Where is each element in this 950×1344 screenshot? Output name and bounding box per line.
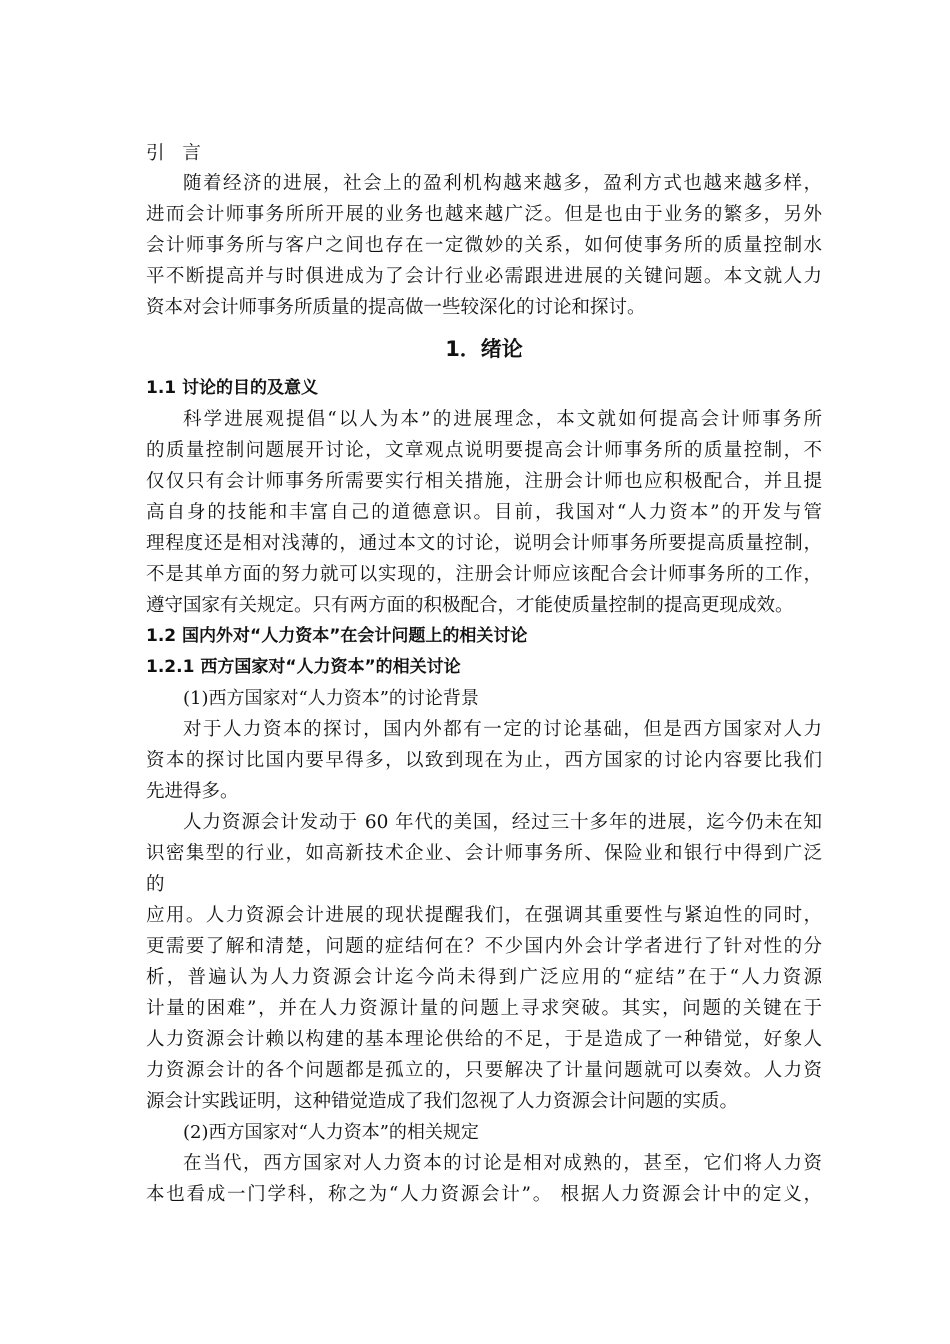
- text-line: 计量的困难”，并在人力资源计量的问题上寻求突破。其实，问题的关键在于: [146, 998, 822, 1019]
- text-line: 理程度还是相对浅薄的，通过本文的讨论，说明会计师事务所要提高质量控制，: [146, 533, 822, 554]
- section-title-1-2: 1.2 国内外对“人力资本”在会计问题上的相关讨论: [146, 626, 528, 646]
- text-line: 识密集型的行业，如高新技术企业、会计师事务所、保险业和银行中得到广泛: [146, 843, 822, 864]
- text-line: 人力资源会计赖以构建的基本理论供给的不足，于是造成了一种错觉，好象人: [146, 1029, 822, 1050]
- text-line: 不是其单方面的努力就可以实现的，注册会计师应该配合会计师事务所的工作，: [146, 564, 822, 585]
- text-line: 资本的探讨比国内要早得多，以致到现在为止，西方国家的讨论内容要比我们: [146, 750, 822, 771]
- section-title-1-2-1: 1.2.1 西方国家对“人力资本”的相关讨论: [146, 657, 461, 677]
- text-line: 先进得多。: [146, 781, 239, 802]
- text-line: 遵守国家有关规定。只有两方面的积极配合，才能使质量控制的提高更现成效。: [146, 595, 794, 616]
- paragraph-regulations: [146, 1148, 822, 1210]
- text-line: 析，普遍认为人力资源会计迄今尚未得到广泛应用的“症结”在于“人力资源: [146, 967, 822, 988]
- text-line: 仅仅只有会计师事务所需要实行相关措施，注册会计师也应积极配合，并且提: [146, 471, 822, 492]
- text-line: 本也看成一门学科，称之为“人力资源会计”。 根据人力资源会计中的定义，: [146, 1184, 822, 1205]
- paragraph-hr-accounting-status: [146, 900, 822, 1117]
- document-body: [146, 140, 822, 1210]
- text-line: 进而会计师事务所所开展的业务也越来越广泛。但是也由于业务的繁多，另外: [146, 204, 822, 225]
- text-line: 应用。人力资源会计进展的现状提醒我们，在强调其重要性与紧迫性的同时，: [146, 905, 822, 926]
- subheading-background: (1)西方国家对“人力资本”的讨论背景: [183, 688, 479, 709]
- text-line: 的: [146, 874, 165, 895]
- text-line: 更需要了解和清楚，问题的症结何在？不少国内外会计学者进行了针对性的分: [146, 936, 822, 957]
- text-line: 对于人力资本的探讨，国内外都有一定的讨论基础，但是西方国家对人力: [183, 719, 822, 740]
- paragraph-hr-accounting-origin: [146, 807, 822, 900]
- text-line: 科学进展观提倡“以人为本”的进展理念，本文就如何提高会计师事务所: [183, 409, 822, 430]
- text-line: 资本对会计师事务所质量的提高做一些较深化的讨论和探讨。: [146, 297, 646, 318]
- text-line: 人力资源会计发动于 60 年代的美国，经过三十多年的进展，迄今仍未在知: [183, 812, 822, 833]
- intro-title: 引 言: [146, 143, 207, 164]
- text-line: 平不断提高并与时俱进成为了会计行业必需跟进进展的关键问题。本文就人力: [146, 266, 822, 287]
- text-line: 的质量控制问题展开讨论，文章观点说明要提高会计师事务所的质量控制，不: [146, 440, 822, 461]
- chapter-title: 1．绪论: [445, 337, 523, 361]
- section-1-1-paragraph: [146, 404, 822, 621]
- text-line: 力资源会计的各个问题都是孤立的，只要解决了计量问题就可以奏效。人力资: [146, 1060, 822, 1081]
- text-line: 随着经济的进展，社会上的盈利机构越来越多，盈利方式也越来越多样，: [183, 173, 822, 194]
- intro-paragraph: [146, 168, 822, 323]
- text-line: 高自身的技能和丰富自己的道德意识。目前，我国对“人力资本”的开发与管: [146, 502, 822, 523]
- text-line: 源会计实践证明，这种错觉造成了我们忽视了人力资源会计问题的实质。: [146, 1091, 739, 1112]
- text-line: 在当代，西方国家对人力资本的讨论是相对成熟的，甚至，它们将人力资: [183, 1153, 822, 1174]
- subheading-regulations: (2)西方国家对“人力资本”的相关规定: [183, 1122, 479, 1143]
- paragraph-research-basis: [146, 714, 822, 807]
- section-title-1-1: 1.1 讨论的目的及意义: [146, 378, 319, 398]
- text-line: 会计师事务所与客户之间也存在一定微妙的关系，如何使事务所的质量控制水: [146, 235, 822, 256]
